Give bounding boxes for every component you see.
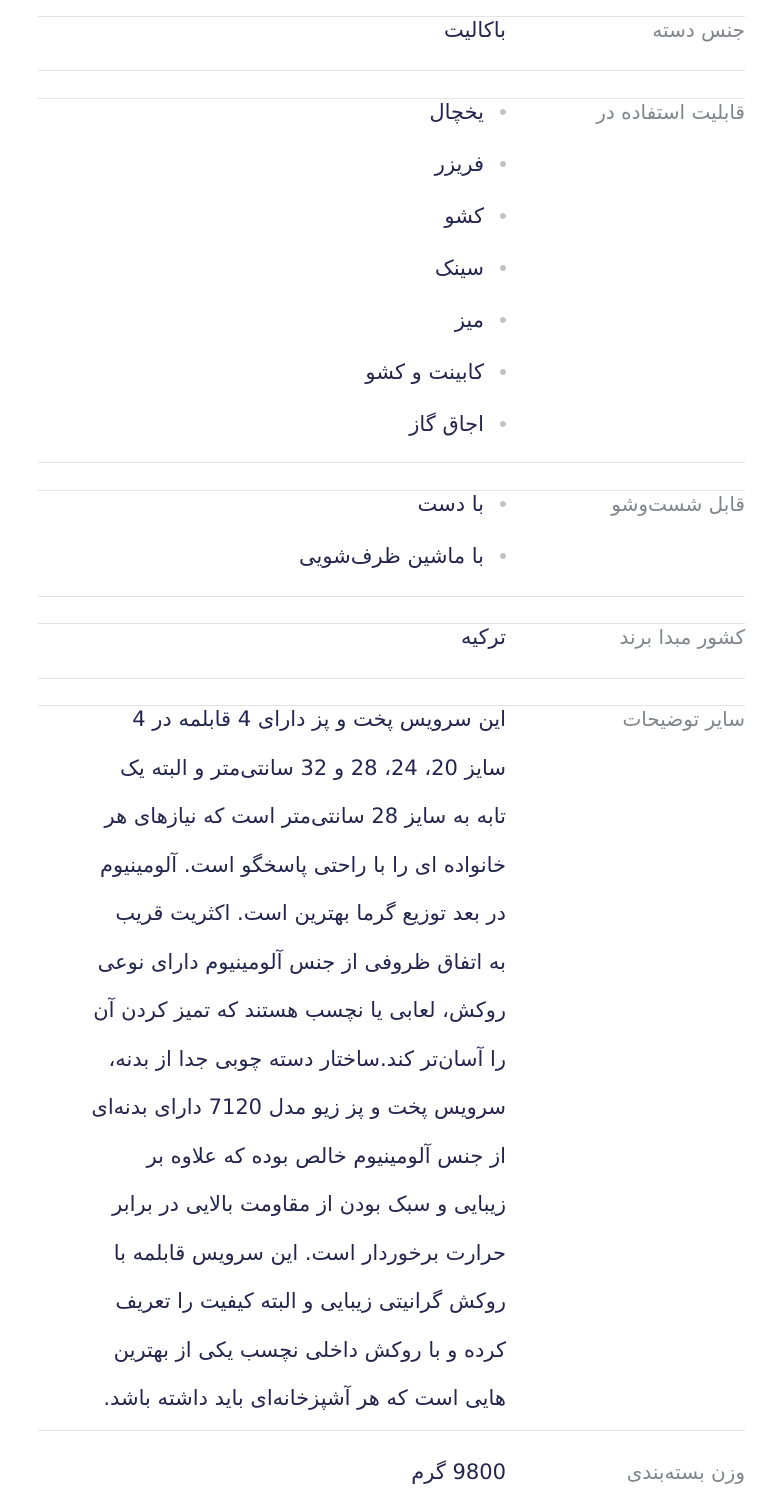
list-item: با ماشین ظرف‌شویی [38,542,506,594]
description-text [38,695,506,1423]
description-line: تابه به سایز 28 سانتی‌متر است که نیازهای هر [104,804,506,828]
divider [38,678,745,679]
description-line: هایی است که هر آشپزخانه‌ای باید داشته باشد. [103,1386,506,1410]
spec-value-list [38,490,506,594]
description-line: روکش گرانیتی زیبایی و البته کیفیت را تعریف [115,1289,506,1313]
spec-label: کشور مبدا برند [619,625,745,649]
bullet-icon [500,421,506,427]
bullet-icon [500,265,506,271]
spec-row-handle-material [38,16,745,42]
divider [38,1430,745,1431]
spec-row-description [38,705,745,1410]
description-line: این سرویس پخت و پز دارای 4 قابلمه در 4 [132,707,506,731]
spec-label: وزن بسته‌بندی [626,1460,745,1484]
spec-value: ترکیه [460,625,506,649]
description-line: در بعد توزیع گرما بهترین است. اکثریت قریب [115,901,506,925]
divider [38,70,745,71]
spec-value: باکالیت [444,18,506,42]
bullet-icon [500,213,506,219]
spec-label: جنس دسته [652,18,745,42]
list-item: کشو [38,202,506,254]
description-line: زیبایی و سبک بودن از مقاومت بالایی در برابر [112,1192,506,1216]
divider [38,462,745,463]
list-item: اجاق گاز [38,410,506,462]
list-item: کابینت و کشو [38,358,506,410]
description-line: سایز 20، 24، 28 و 32 سانتی‌متر و البته یک [120,755,506,780]
description-line: حرارت برخوردار است. این سرویس قابلمه با [113,1240,506,1265]
description-line: روکش، لعابی یا نچسب هستند که تمیز کردن آن [93,998,506,1022]
bullet-icon [500,109,506,115]
list-item: فریزر [38,150,506,202]
divider [38,596,745,597]
bullet-icon [500,553,506,559]
bullet-icon [500,369,506,375]
description-line: را آسان‌تر کند.ساختار دسته چوبی جدا از بدنه، [108,1046,506,1071]
spec-value-description [38,705,506,1423]
bullet-icon [500,501,506,507]
list-item: میز [38,306,506,358]
bullet-icon [500,161,506,167]
spec-value: 9800 گرم [411,1460,506,1484]
description-line: کرده و با روکش داخلی نچسب یکی از بهترین [113,1337,506,1362]
description-line: سرویس پخت و پز زیو مدل 7120 دارای بدنه‌ای [91,1095,506,1119]
spec-label: قابلیت استفاده در [596,100,745,124]
spec-value-list [38,98,506,462]
spec-label: سایر توضیحات [622,707,745,731]
list-item: با دست [38,490,506,542]
bullet-icon [500,317,506,323]
description-line: خانواده ای را با راحتی پاسخگو است. آلومینیوم [99,852,506,877]
list-item: سینک [38,254,506,306]
spec-label: قابل شست‌وشو [611,492,745,516]
description-line: به اتفاق ظروفی از جنس آلومینیوم دارای نوعی [97,949,506,974]
spec-row-washable [38,490,745,568]
description-line: از جنس آلومینیوم خالص بوده که علاوه بر [146,1143,506,1168]
list-item: یخچال [38,98,506,150]
spec-row-usage [38,98,745,436]
spec-row-brand-country [38,623,745,649]
